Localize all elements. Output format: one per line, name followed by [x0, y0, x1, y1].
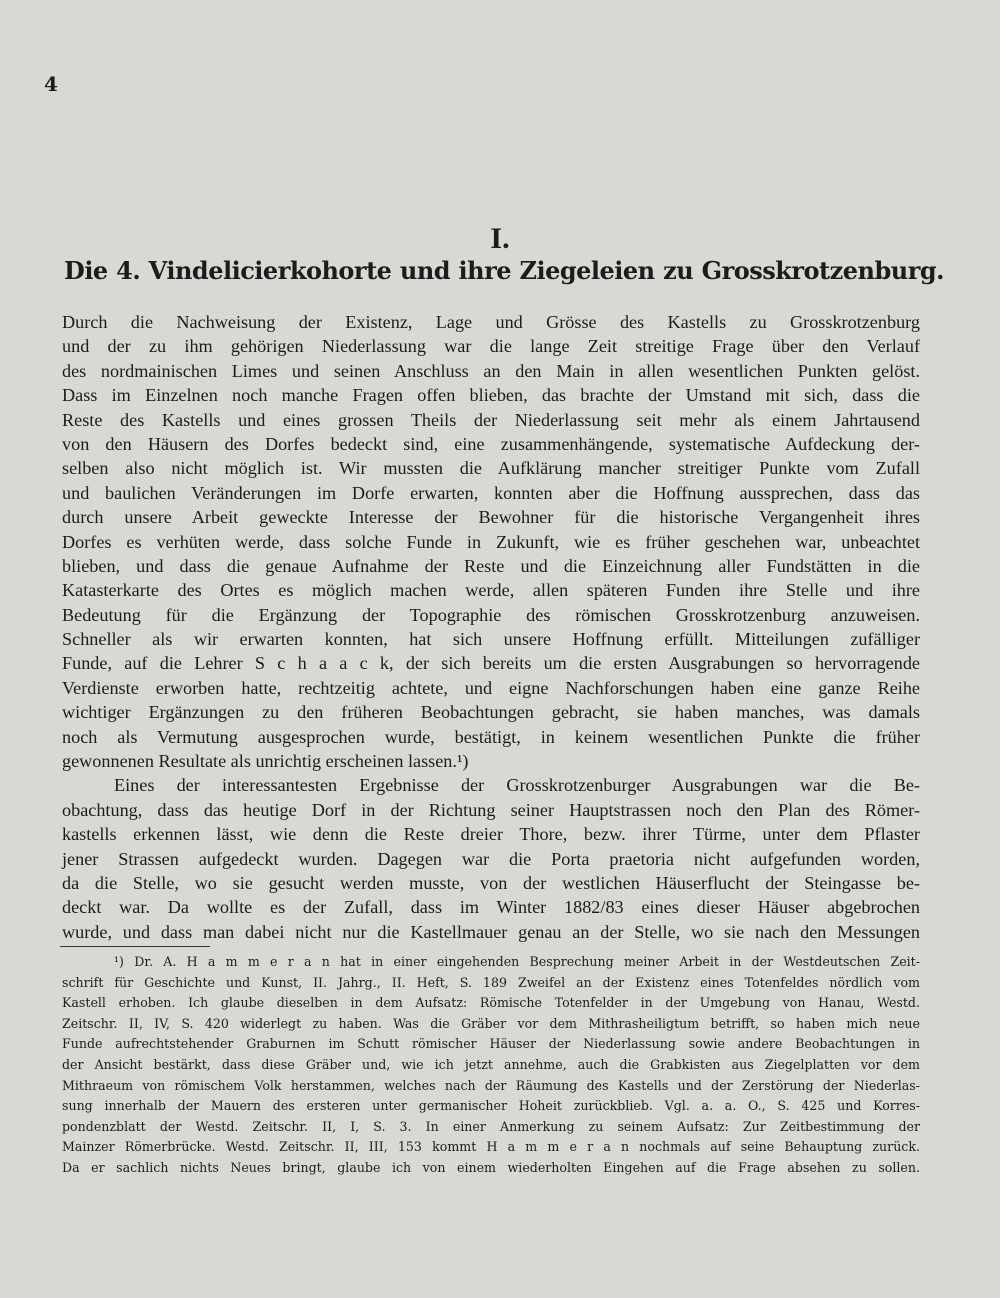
body-line: selben also nicht möglich ist. Wir mussten die Aufklärung mancher streitiger Punkte vom Zufall [62, 458, 920, 479]
footnote-line: pondenzblatt der Westd. Zeitschr. II, I, S. 3. In einer Anmerkung zu seinem Aufsatz: Zur Zeitbestimmung der [62, 1118, 920, 1134]
body-line: Dass im Einzelnen noch manche Fragen offen blieben, das brachte der Umstand mit sich, dass die [62, 385, 920, 406]
footnote-line: Mithraeum von römischem Volk herstammen, welches nach der Räumung des Kastells und der Zerstörung der Niederlas- [62, 1077, 920, 1093]
body-line: wichtiger Ergänzungen zu den früheren Beobachtungen gebracht, sie haben manches, was damals [62, 702, 920, 723]
body-line: noch als Vermutung ausgesprochen wurde, bestätigt, in keinem wesentlichen Punkte die früher [62, 726, 920, 747]
body-line: des nordmainischen Limes und seinen Anschluss an den Main in allen wesentlichen Punkten gelöst. [62, 360, 920, 381]
body-line: Funde, auf die Lehrer S c h a a c k, der sich bereits um die ersten Ausgrabungen so hervorragende [62, 653, 920, 674]
footnote-line: schrift für Geschichte und Kunst, II. Jahrg., II. Heft, S. 189 Zweifel an der Existenz eines Totenfeldes nördlich vom [62, 974, 920, 990]
body-line: und baulichen Veränderungen im Dorfe erwarten, konnten aber die Hoffnung aussprechen, dass das [62, 482, 920, 503]
body-line: Durch die Nachweisung der Existenz, Lage und Grösse des Kastells zu Grosskrotzenburg [62, 312, 920, 332]
body-text [62, 310, 920, 944]
chapter-title: Die 4. Vindelicierkohorte und ihre Ziegeleien zu Grosskrotzenburg. [64, 256, 944, 285]
page-number: 4 [44, 72, 58, 96]
body-line: Dorfes es verhüten werde, dass solche Funde in Zukunft, wie es früher geschehen war, unbeachtet [62, 531, 920, 552]
body-line: Schneller als wir erwarten konnten, hat sich unsere Hoffnung erfüllt. Mitteilungen zufälliger [62, 629, 920, 650]
body-line: Verdienste erworben hatte, rechtzeitig achtete, und eigne Nachforschungen haben eine ganze Reihe [62, 677, 920, 698]
footnote-line: Kastell erhoben. Ich glaube dieselben in dem Aufsatz: Römische Totenfelder in der Umgebung von Hanau, Westd. [62, 995, 920, 1011]
footnote-line: sung innerhalb der Mauern des ersteren unter germanischer Hoheit zurückblieb. Vgl. a. a. O., S. 425 und Korres- [62, 1098, 920, 1114]
body-line: durch unsere Arbeit geweckte Interesse der Bewohner für die historische Vergangenheit ihres [62, 507, 920, 528]
body-line: Eines der interessantesten Ergebnisse der Grosskrotzenburger Ausgrabungen war die Be- [114, 775, 920, 796]
footnote-line: der Ansicht bestärkt, dass diese Gräber und, wie ich jetzt annehme, auch die Grabkisten aus Ziegelplatten vor dem [62, 1056, 920, 1072]
footnotes [62, 952, 920, 1179]
body-line: da die Stelle, wo sie gesucht werden musste, von der westlichen Häuserflucht der Steingasse be- [62, 872, 920, 893]
footnote-divider [60, 946, 210, 947]
footnote-line: ¹) Dr. A. H a m m e r a n hat in einer eingehenden Besprechung meiner Arbeit in der Westdeutschen Zeit- [114, 954, 920, 969]
body-line: Bedeutung für die Ergänzung der Topographie des römischen Grosskrotzenburg anzuweisen. [62, 604, 920, 625]
footnote-line: Zeitschr. II, IV, S. 420 widerlegt zu haben. Was die Gräber vor dem Mithrasheiligtum betrifft, so haben mich neue [62, 1015, 920, 1031]
footnote-line: Da er sachlich nichts Neues bringt, glaube ich von einem wiederholten Eingehen auf die Frage absehen zu sollen. [62, 1159, 920, 1175]
body-line: blieben, und dass die genaue Aufnahme der Reste und die Einzeichnung aller Fundstätten in die [62, 555, 920, 576]
body-line: und der zu ihm gehörigen Niederlassung war die lange Zeit streitige Frage über den Verlauf [62, 336, 920, 357]
body-line: von den Häusern des Dorfes bedeckt sind, eine zusammenhängende, systematische Aufdeckung der- [62, 433, 920, 454]
footnote-line: Funde aufrechtstehender Graburnen im Schutt römischer Häuser der Niederlassung sowie andere Beobachtungen in [62, 1036, 920, 1052]
section-numeral: I. [490, 222, 510, 255]
body-line: Katasterkarte des Ortes es möglich machen werde, allen späteren Funden ihre Stelle und ihre [62, 580, 920, 601]
body-line: gewonnenen Resultate als unrichtig erscheinen lassen.¹) [62, 751, 469, 772]
body-line: Reste des Kastells und eines grossen Theils der Niederlassung seit mehr als einem Jahrtausend [62, 409, 920, 430]
body-line: obachtung, dass das heutige Dorf in der Richtung seiner Hauptstrassen noch den Plan des Römer- [62, 799, 920, 820]
body-line: deckt war. Da wollte es der Zufall, dass im Winter 1882/83 eines dieser Häuser abgebrochen [62, 897, 920, 918]
body-line: jener Strassen aufgedeckt wurden. Dagegen war die Porta praetoria nicht aufgefunden worden, [62, 848, 920, 869]
footnote-line: Mainzer Römerbrücke. Westd. Zeitschr. II, III, 153 kommt H a m m e r a n nochmals auf seine Behauptung zurück. [62, 1139, 920, 1155]
body-line: wurde, und dass man dabei nicht nur die Kastellmauer genau an der Stelle, wo sie nach den Messungen [62, 921, 920, 942]
body-line: kastells erkennen lässt, wie denn die Reste dreier Thore, bezw. ihrer Türme, unter dem Pflaster [62, 824, 920, 845]
